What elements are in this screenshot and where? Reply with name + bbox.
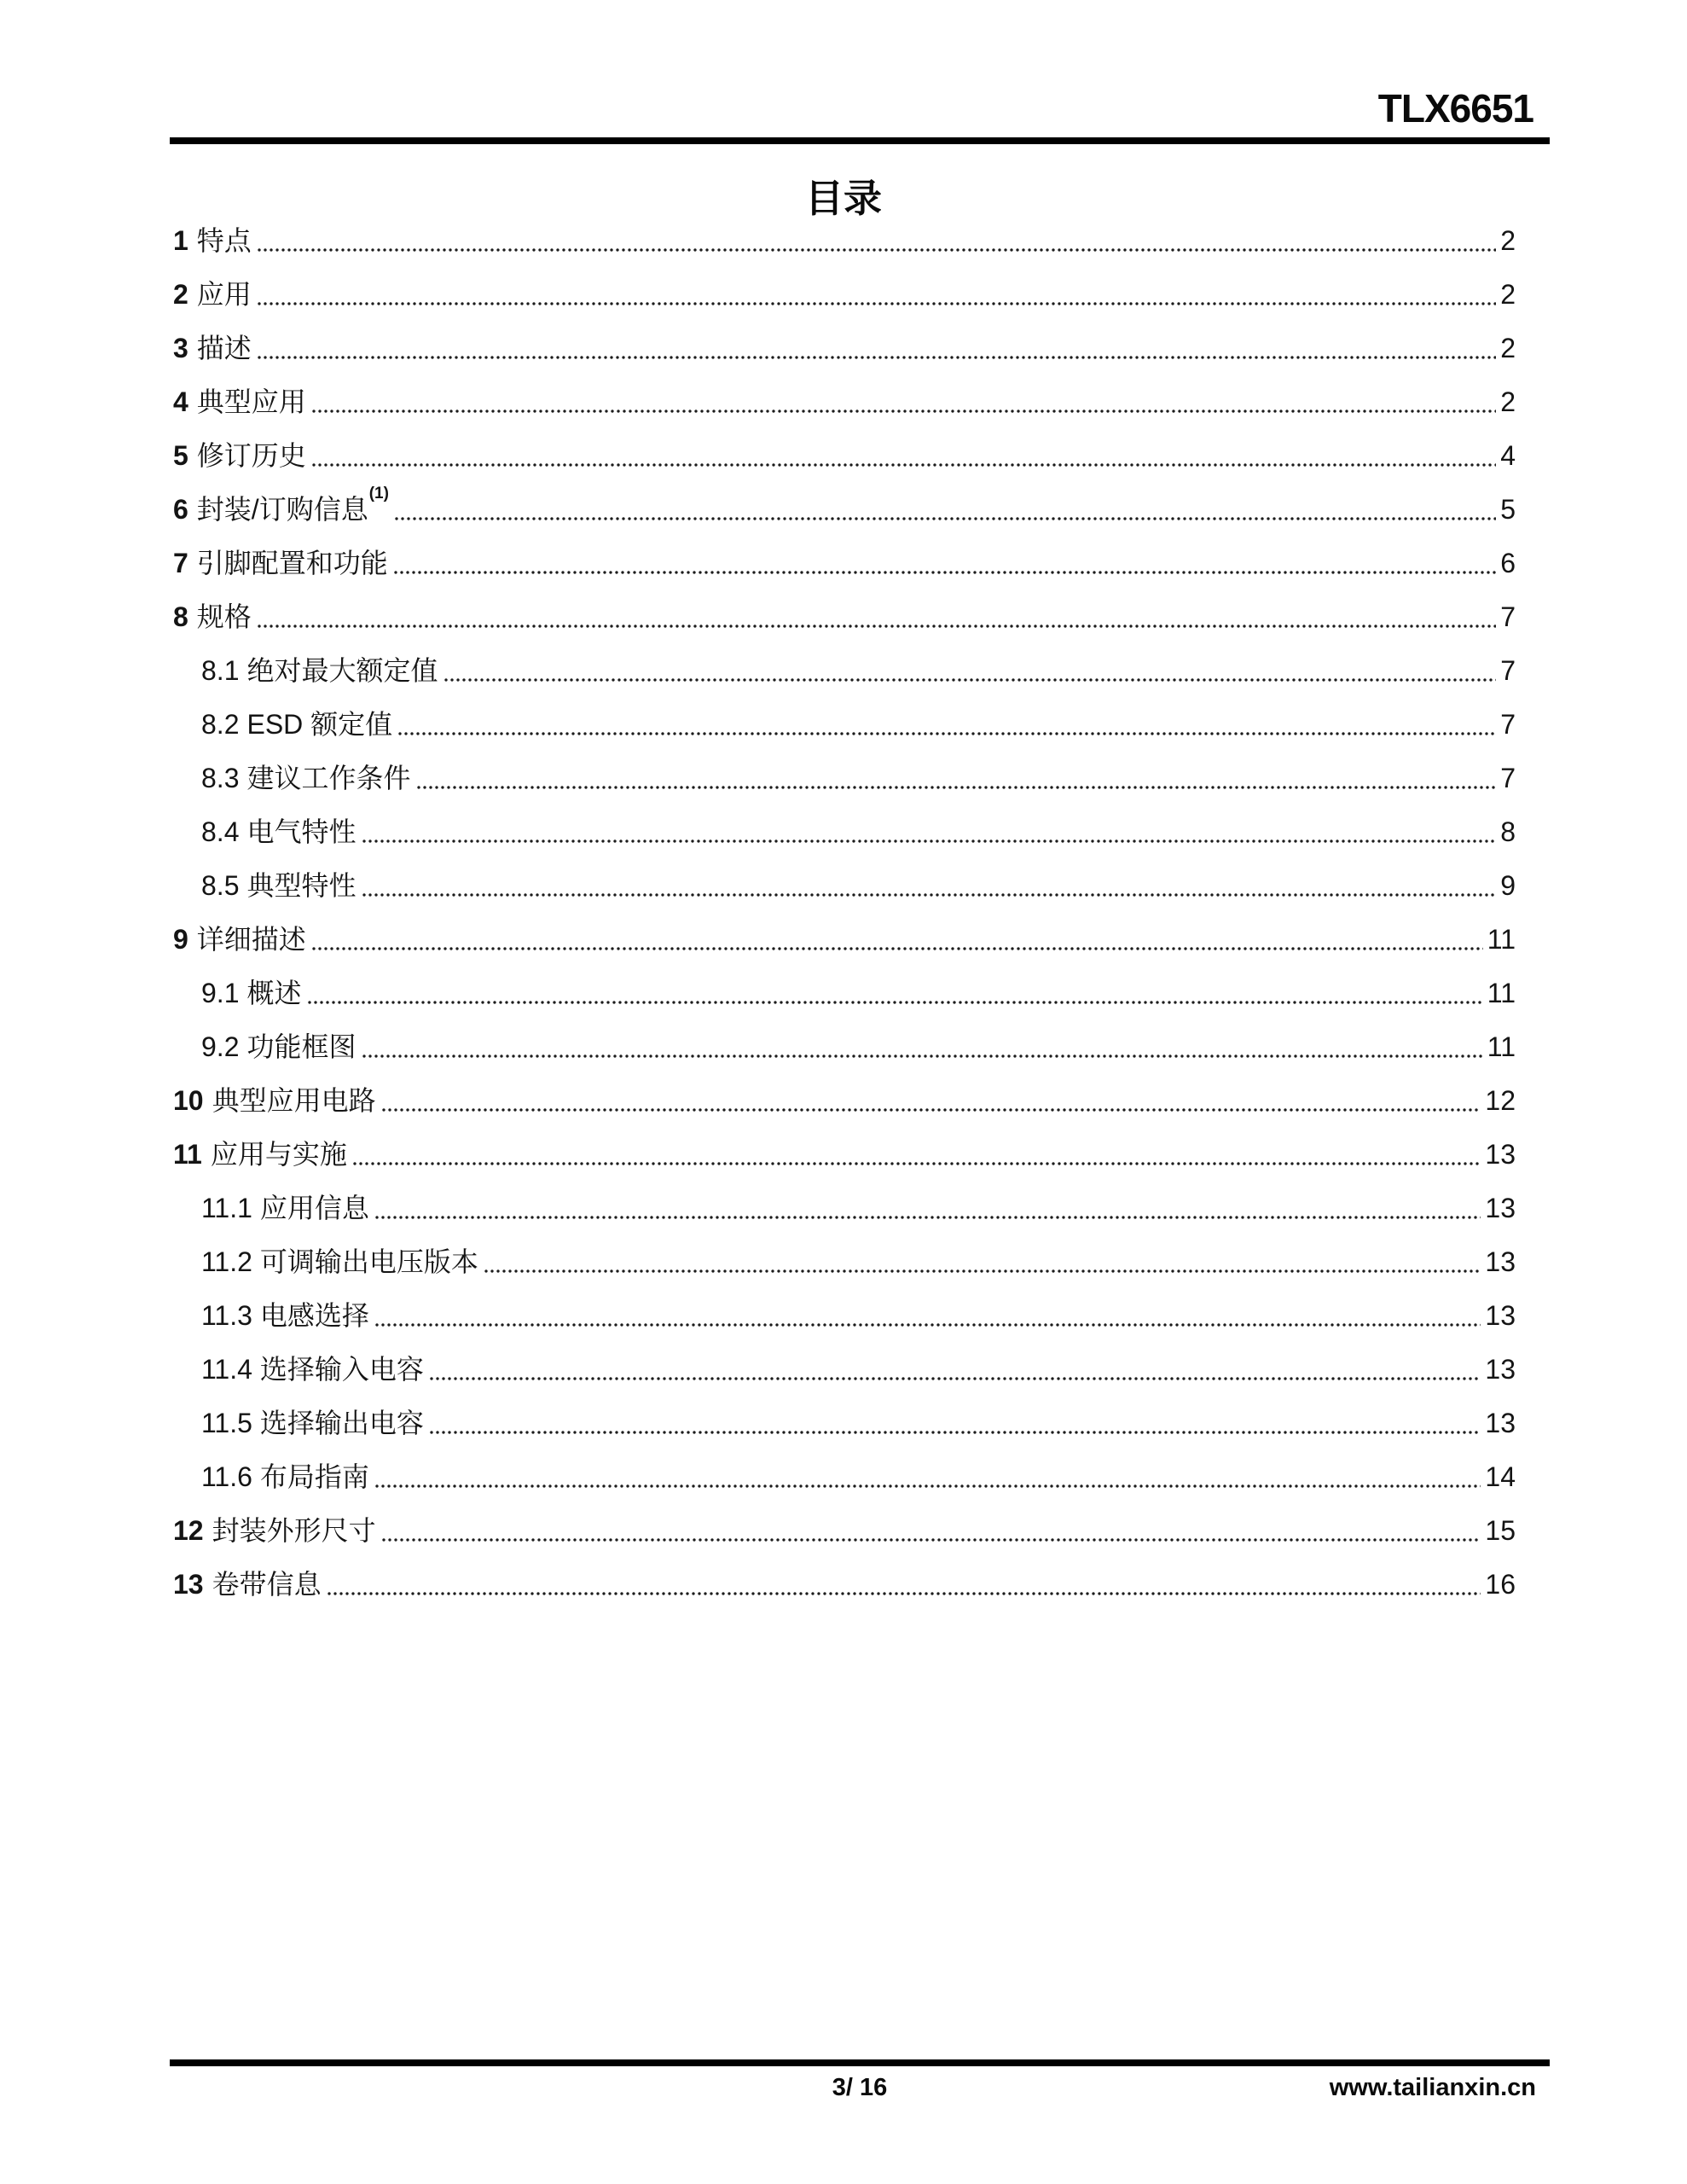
toc-entry-text xyxy=(201,761,411,795)
toc-entry-label: 规格 xyxy=(196,601,252,632)
toc-dotted-leader xyxy=(395,517,1496,520)
toc-entry-page: 11 xyxy=(1487,1031,1516,1062)
toc-entry[interactable] xyxy=(173,761,1516,815)
toc-entry[interactable] xyxy=(173,1567,1516,1621)
toc-entry-page: 13 xyxy=(1485,1354,1516,1385)
toc-entry[interactable] xyxy=(173,1406,1516,1460)
toc-entry-page: 13 xyxy=(1485,1408,1516,1438)
toc-entry-text xyxy=(173,546,388,580)
toc-entry-label: 可调输出电压版本 xyxy=(259,1246,478,1277)
toc-entry-page: 2 xyxy=(1500,225,1516,256)
toc-dotted-leader xyxy=(362,1054,1483,1058)
toc-entry-label: 应用与实施 xyxy=(210,1139,347,1170)
toc-entry-page: 4 xyxy=(1500,440,1516,471)
toc-entry-page: 13 xyxy=(1485,1300,1516,1331)
toc-entry[interactable] xyxy=(173,277,1516,331)
toc-entry-number: 2 xyxy=(173,279,188,310)
toc-dotted-leader xyxy=(312,410,1496,413)
toc-entry-label: 布局指南 xyxy=(259,1461,369,1492)
toc-entry-page: 2 xyxy=(1500,333,1516,363)
toc-entry-label: 绝对最大额定值 xyxy=(246,655,438,686)
toc-entry[interactable] xyxy=(173,1298,1516,1352)
toc-entry-text xyxy=(201,868,357,903)
toc-entry-page: 7 xyxy=(1500,601,1516,632)
toc-entry-page: 12 xyxy=(1485,1085,1516,1116)
toc-dotted-leader xyxy=(312,463,1496,467)
toc-dotted-leader xyxy=(394,571,1496,574)
toc-entry-label: 选择输出电容 xyxy=(259,1408,424,1438)
toc-entry-number: 8.1 xyxy=(201,655,240,686)
toc-dotted-leader xyxy=(375,1484,1481,1488)
toc-entry[interactable] xyxy=(173,1352,1516,1406)
toc-dotted-leader xyxy=(398,732,1496,735)
table-of-contents xyxy=(173,224,1516,1621)
toc-entry[interactable] xyxy=(173,224,1516,277)
footer-rule xyxy=(170,2059,1550,2066)
toc-entry-page: 14 xyxy=(1485,1461,1516,1492)
toc-entry-number: 11.4 xyxy=(201,1354,252,1385)
toc-entry-text xyxy=(173,224,252,258)
toc-dotted-leader xyxy=(258,248,1496,252)
toc-entry-text xyxy=(173,1513,376,1548)
toc-dotted-leader xyxy=(375,1323,1481,1327)
toc-dotted-leader xyxy=(308,1001,1483,1004)
toc-entry-text xyxy=(173,385,306,419)
toc-dotted-leader xyxy=(444,678,1497,682)
toc-entry-number: 9 xyxy=(173,924,188,955)
toc-entry-label: 电气特性 xyxy=(246,816,357,847)
toc-entry-text xyxy=(173,485,389,526)
toc-entry[interactable] xyxy=(173,1030,1516,1083)
toc-entry-text xyxy=(201,1245,478,1279)
toc-entry-label: 应用 xyxy=(196,279,252,310)
toc-dotted-leader xyxy=(312,947,1483,950)
toc-dotted-leader xyxy=(362,839,1497,843)
toc-entry-text xyxy=(173,1083,376,1118)
toc-entry-number: 3 xyxy=(173,333,188,363)
toc-entry-label: 描述 xyxy=(196,333,252,363)
toc-entry-page: 7 xyxy=(1500,709,1516,740)
toc-entry-page: 7 xyxy=(1500,655,1516,686)
toc-entry-number: 9.2 xyxy=(201,1031,240,1062)
toc-entry[interactable] xyxy=(173,1083,1516,1137)
toc-entry[interactable] xyxy=(173,1137,1516,1191)
toc-entry[interactable] xyxy=(173,1191,1516,1245)
toc-entry-text xyxy=(201,976,302,1010)
toc-entry-superscript: (1) xyxy=(368,485,389,503)
toc-entry-label: 应用信息 xyxy=(259,1193,369,1223)
toc-entry-number: 11.5 xyxy=(201,1408,252,1438)
toc-entry-text xyxy=(173,922,306,956)
toc-entry-text xyxy=(173,1137,347,1171)
toc-entry-text xyxy=(201,1030,357,1064)
toc-entry-number: 8.4 xyxy=(201,816,240,847)
toc-entry-page: 2 xyxy=(1500,279,1516,310)
toc-entry-page: 13 xyxy=(1485,1246,1516,1277)
toc-entry-label: 电感选择 xyxy=(259,1300,369,1331)
toc-dotted-leader xyxy=(258,624,1496,628)
toc-entry-page: 13 xyxy=(1485,1193,1516,1223)
toc-entry-text xyxy=(201,653,438,688)
toc-entry-page: 13 xyxy=(1485,1139,1516,1170)
toc-entry-label: 典型特性 xyxy=(246,870,357,901)
toc-entry[interactable] xyxy=(173,600,1516,653)
toc-dotted-leader xyxy=(382,1538,1481,1542)
toc-entry-number: 12 xyxy=(173,1515,204,1546)
toc-entry[interactable] xyxy=(173,1513,1516,1567)
toc-entry-number: 5 xyxy=(173,440,188,471)
toc-entry-number: 9.1 xyxy=(201,978,240,1008)
toc-entry-label: 详细描述 xyxy=(196,924,306,955)
toc-entry-number: 8.2 xyxy=(201,709,240,740)
toc-entry-label: 引脚配置和功能 xyxy=(196,548,388,578)
toc-entry-page: 11 xyxy=(1487,924,1516,955)
toc-entry-text xyxy=(201,1406,424,1440)
toc-entry-number: 11.2 xyxy=(201,1246,252,1277)
toc-entry-page: 16 xyxy=(1485,1569,1516,1600)
toc-entry-number: 7 xyxy=(173,548,188,578)
toc-entry-page: 2 xyxy=(1500,386,1516,417)
toc-dotted-leader xyxy=(430,1377,1481,1380)
toc-entry[interactable] xyxy=(173,485,1516,546)
toc-entry-label: 建议工作条件 xyxy=(246,763,411,793)
toc-entry[interactable] xyxy=(173,546,1516,600)
toc-entry[interactable] xyxy=(173,707,1516,761)
toc-entry-text xyxy=(201,1298,369,1333)
toc-entry-number: 8.3 xyxy=(201,763,240,793)
toc-dotted-leader xyxy=(430,1431,1481,1434)
toc-entry-text xyxy=(201,1352,424,1386)
toc-entry-text xyxy=(173,277,252,311)
toc-entry-page: 11 xyxy=(1487,978,1516,1008)
toc-entry-number: 10 xyxy=(173,1085,204,1116)
footer xyxy=(170,2071,1550,2109)
toc-entry[interactable] xyxy=(173,922,1516,976)
toc-entry-number: 8.5 xyxy=(201,870,240,901)
toc-entry-text xyxy=(173,1567,322,1601)
toc-dotted-leader xyxy=(258,302,1496,305)
toc-entry-text xyxy=(201,815,357,849)
toc-entry-text xyxy=(173,439,306,473)
toc-entry-number: 11.6 xyxy=(201,1461,252,1492)
toc-entry-page: 15 xyxy=(1485,1515,1516,1546)
toc-dotted-leader xyxy=(484,1269,1481,1273)
toc-entry-number: 11.3 xyxy=(201,1300,252,1331)
toc-entry-number: 6 xyxy=(173,494,188,525)
header-rule xyxy=(170,137,1550,144)
toc-entry-label: 功能框图 xyxy=(246,1031,357,1062)
toc-entry-label: 概述 xyxy=(246,978,302,1008)
toc-entry-label: 典型应用电路 xyxy=(212,1085,376,1116)
toc-dotted-leader xyxy=(362,893,1497,897)
toc-entry-number: 11.1 xyxy=(201,1193,252,1223)
toc-entry-text xyxy=(201,707,392,741)
toc-entry[interactable] xyxy=(173,1245,1516,1298)
toc-entry-text xyxy=(173,331,252,365)
toc-title: 目录 xyxy=(804,177,882,220)
toc-dotted-leader xyxy=(382,1108,1481,1112)
toc-entry-number: 8 xyxy=(173,601,188,632)
toc-dotted-leader xyxy=(353,1162,1481,1165)
toc-entry-label: 选择输入电容 xyxy=(259,1354,424,1385)
website-link[interactable]: www.tailianxin.cn xyxy=(1329,2074,1536,2101)
toc-entry-label: 修订历史 xyxy=(196,440,306,471)
toc-entry-page: 6 xyxy=(1500,548,1516,578)
toc-entry-number: 11 xyxy=(173,1139,202,1170)
toc-entry[interactable] xyxy=(173,976,1516,1030)
toc-entry-label: 封装外形尺寸 xyxy=(212,1515,376,1546)
toc-dotted-leader xyxy=(328,1592,1481,1595)
toc-entry[interactable] xyxy=(173,653,1516,707)
document-number: TLX6651 xyxy=(1377,86,1533,131)
page-indicator: 3/ 16 xyxy=(832,2074,888,2101)
toc-entry-label: 封装/订购信息 xyxy=(196,494,368,525)
toc-entry[interactable] xyxy=(173,1460,1516,1513)
toc-entry-number: 4 xyxy=(173,386,188,417)
toc-entry[interactable] xyxy=(173,868,1516,922)
toc-entry-label: ESD 额定值 xyxy=(246,709,393,740)
toc-entry-text xyxy=(201,1191,369,1225)
toc-entry-label: 卷带信息 xyxy=(212,1569,322,1600)
toc-entry[interactable] xyxy=(173,385,1516,439)
toc-entry[interactable] xyxy=(173,331,1516,385)
toc-entry-page: 5 xyxy=(1500,494,1516,525)
toc-entry-page: 9 xyxy=(1500,870,1516,901)
toc-entry-text xyxy=(173,600,252,634)
toc-dotted-leader xyxy=(417,786,1497,789)
toc-entry[interactable] xyxy=(173,815,1516,868)
toc-entry-label: 特点 xyxy=(196,225,252,256)
toc-entry-label: 典型应用 xyxy=(196,386,306,417)
toc-entry-text xyxy=(201,1460,369,1494)
toc-entry-page: 8 xyxy=(1500,816,1516,847)
toc-entry-number: 13 xyxy=(173,1569,204,1600)
toc-dotted-leader xyxy=(258,356,1496,359)
toc-dotted-leader xyxy=(375,1216,1481,1219)
toc-entry-number: 1 xyxy=(173,225,188,256)
toc-entry-page: 7 xyxy=(1500,763,1516,793)
